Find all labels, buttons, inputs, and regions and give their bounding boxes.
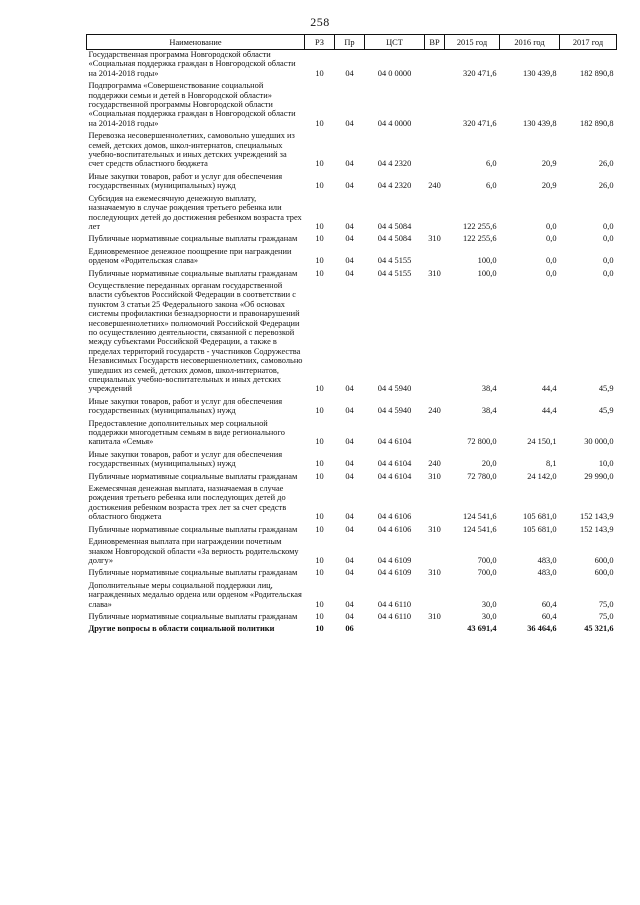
cell-2017: 75,0 <box>598 599 614 609</box>
cell-rz: 10 <box>315 512 324 522</box>
cell-rz: 10 <box>315 459 324 469</box>
table-header <box>87 35 617 50</box>
cell-2017: 75,0 <box>598 611 614 621</box>
cell-cst: 04 4 5084 <box>377 234 412 244</box>
cell-2015: 30,0 <box>481 611 497 621</box>
table-row <box>87 50 617 82</box>
cell-2016: 105 681,0 <box>523 524 557 534</box>
cell-pr: 04 <box>345 221 354 231</box>
cell-vr: 240 <box>428 406 441 416</box>
cell-cst: 04 4 6106 <box>377 524 412 534</box>
cell-vr: 310 <box>428 611 441 621</box>
cell-vr <box>425 131 445 172</box>
cell-name: Подпрограмма «Совершенствование социальной поддержки семьи и детей в Новгородской области» государственной программы Новгородской области «Социальная поддержка граждан в Новгородской области на 2014-2018 годы» <box>88 81 296 128</box>
table-row <box>87 472 617 484</box>
cell-vr <box>425 624 445 636</box>
cell-2015: 72 800,0 <box>467 437 497 447</box>
cell-vr <box>425 50 445 82</box>
cell-2016: 0,0 <box>546 256 557 266</box>
cell-2017: 152 143,9 <box>580 524 614 534</box>
table-row <box>87 581 617 612</box>
cell-2017: 0,0 <box>603 221 614 231</box>
header-2017: 2017 год <box>560 35 617 50</box>
cell-pr: 04 <box>345 234 354 244</box>
cell-pr: 04 <box>345 599 354 609</box>
header-row <box>87 35 617 50</box>
cell-name: Дополнительные меры социальной поддержки лиц, награжденных медалью ордена или орденом «Родительская слава» <box>88 580 302 609</box>
cell-cst: 04 4 6104 <box>377 437 412 447</box>
cell-2015: 38,4 <box>481 384 497 394</box>
cell-2016: 24 142,0 <box>527 471 557 481</box>
cell-2015: 320 471,6 <box>463 118 497 128</box>
table-row <box>87 81 617 131</box>
cell-2015: 124 541,6 <box>463 512 497 522</box>
table-row <box>87 194 617 235</box>
cell-vr: 240 <box>428 181 441 191</box>
budget-table <box>86 34 617 637</box>
cell-rz: 10 <box>315 555 324 565</box>
cell-vr <box>425 194 445 235</box>
cell-2015: 43 691,4 <box>467 624 497 634</box>
cell-vr: 310 <box>428 268 441 278</box>
cell-2016: 60,4 <box>541 599 557 609</box>
cell-2015: 72 780,0 <box>467 471 497 481</box>
cell-2017: 0,0 <box>603 268 614 278</box>
cell-2017: 600,0 <box>594 568 614 578</box>
cell-cst: 04 4 6104 <box>377 471 412 481</box>
cell-vr <box>425 537 445 568</box>
cell-cst: 04 4 6109 <box>377 568 412 578</box>
cell-name: Субсидия на ежемесячную денежную выплату, назначаемую в случае рождения третьего ребенка или последующих детей до достижения ребенком возраста трех лет <box>88 193 302 231</box>
cell-2017: 45,9 <box>598 384 614 394</box>
cell-2015: 124 541,6 <box>463 524 497 534</box>
cell-2017: 45 321,6 <box>584 624 614 634</box>
cell-name: Ежемесячная денежная выплата, назначаемая в случае рождения третьего ребенка или последующих детей до достижения ребенком возраста трех лет за счет средств областного бюджета <box>88 484 287 522</box>
cell-rz: 10 <box>315 524 324 534</box>
cell-2015: 6,0 <box>486 159 497 169</box>
cell-2017: 182 890,8 <box>580 118 614 128</box>
cell-name: Единовременное денежное поощрение при награждении орденом «Родительская слава» <box>88 246 292 266</box>
cell-2017: 600,0 <box>594 555 614 565</box>
cell-rz: 10 <box>315 406 324 416</box>
cell-2016: 44,4 <box>541 384 557 394</box>
cell-2017: 29 990,0 <box>584 471 614 481</box>
cell-rz: 10 <box>315 437 324 447</box>
cell-2017: 10,0 <box>598 459 614 469</box>
cell-rz: 10 <box>315 181 324 191</box>
cell-name: Публичные нормативные социальные выплаты гражданам <box>88 471 298 481</box>
header-2015: 2015 год <box>445 35 500 50</box>
cell-2015: 38,4 <box>481 406 497 416</box>
cell-vr <box>425 281 445 397</box>
cell-name: Публичные нормативные социальные выплаты гражданам <box>88 268 298 278</box>
cell-name: Перевозка несовершеннолетних, самовольно ушедших из семей, детских домов, школ-интернатов, специальных учебно-воспитательных и иных детских учреждений за счет средств областного бюджета <box>88 131 295 169</box>
cell-pr: 04 <box>345 406 354 416</box>
table-row <box>87 247 617 269</box>
cell-2016: 483,0 <box>537 555 557 565</box>
cell-2016: 36 464,6 <box>527 624 557 634</box>
cell-vr <box>425 81 445 131</box>
cell-pr: 04 <box>345 512 354 522</box>
header-cst: ЦСТ <box>365 35 425 50</box>
cell-name: Иные закупки товаров, работ и услуг для обеспечения государственных (муниципальных) нужд <box>88 449 283 469</box>
cell-pr: 04 <box>345 555 354 565</box>
cell-rz: 10 <box>315 611 324 621</box>
table-row <box>87 537 617 568</box>
cell-pr: 04 <box>345 256 354 266</box>
cell-pr: 04 <box>345 384 354 394</box>
cell-2017: 26,0 <box>598 181 614 191</box>
cell-2017: 152 143,9 <box>580 512 614 522</box>
header-pr: Пр <box>335 35 365 50</box>
cell-pr: 04 <box>345 68 354 78</box>
cell-rz: 10 <box>315 624 324 634</box>
cell-vr: 310 <box>428 524 441 534</box>
cell-cst: 04 4 6110 <box>377 611 412 621</box>
cell-cst: 04 0 0000 <box>377 68 412 78</box>
cell-cst: 04 4 5155 <box>377 256 412 266</box>
cell-2016: 0,0 <box>546 234 557 244</box>
cell-vr: 310 <box>428 471 441 481</box>
cell-2016: 483,0 <box>537 568 557 578</box>
cell-vr <box>425 247 445 269</box>
table-row <box>87 612 617 624</box>
cell-2016: 24 150,1 <box>527 437 557 447</box>
cell-2015: 100,0 <box>477 268 497 278</box>
table-row <box>87 397 617 419</box>
cell-name: Государственная программа Новгородской области «Социальная поддержка граждан в Новгородской области на 2014-2018 годы» <box>88 50 296 78</box>
table-row <box>87 568 617 580</box>
cell-vr: 310 <box>428 234 441 244</box>
cell-2016: 8,1 <box>546 459 557 469</box>
cell-2015: 6,0 <box>486 181 497 191</box>
cell-2015: 100,0 <box>477 256 497 266</box>
table-row <box>87 450 617 472</box>
cell-name: Осуществление переданных органам государственной власти субъектов Российской Федерации в соответствии с пунктом 3 статьи 25 Федерального закона «Об основах системы профилактики безнадзорности и правонарушений несовершеннолетних» полномочий Российской Федерации по осуществлению деятельности, связанной с перевозкой между субъектами Российской Федерации, а также в пределах территорий государств - участников Содружества Независимых Государств несовершеннолетних, самовольно ушедших из семей, детских домов, школ-интернатов, специальных учебно-воспитательных и иных детских учреждений <box>88 280 303 394</box>
cell-cst: 04 4 6106 <box>377 512 412 522</box>
cell-cst: 04 4 6109 <box>377 555 412 565</box>
table-row <box>87 624 617 636</box>
cell-cst: 04 4 6110 <box>377 599 412 609</box>
cell-cst: 04 4 0000 <box>377 118 412 128</box>
cell-rz: 10 <box>315 118 324 128</box>
cell-pr: 04 <box>345 159 354 169</box>
cell-pr: 04 <box>345 611 354 621</box>
cell-2016: 0,0 <box>546 221 557 231</box>
cell-2017: 0,0 <box>603 234 614 244</box>
table-row <box>87 269 617 281</box>
cell-rz: 10 <box>315 384 324 394</box>
cell-2016: 44,4 <box>541 406 557 416</box>
table-row <box>87 131 617 172</box>
cell-cst <box>365 624 425 636</box>
cell-vr: 310 <box>428 568 441 578</box>
cell-name: Иные закупки товаров, работ и услуг для обеспечения государственных (муниципальных) нужд <box>88 396 283 416</box>
cell-2015: 320 471,6 <box>463 68 497 78</box>
cell-2017: 26,0 <box>598 159 614 169</box>
cell-2015: 700,0 <box>477 568 497 578</box>
cell-2017: 45,9 <box>598 406 614 416</box>
cell-name: Публичные нормативные социальные выплаты гражданам <box>88 524 298 534</box>
cell-2015: 700,0 <box>477 555 497 565</box>
table-row <box>87 525 617 537</box>
cell-name: Публичные нормативные социальные выплаты гражданам <box>88 611 298 621</box>
cell-2016: 20,9 <box>541 181 557 191</box>
page-number: 258 <box>310 15 330 29</box>
cell-rz: 10 <box>315 268 324 278</box>
table-row <box>87 172 617 194</box>
cell-rz: 10 <box>315 568 324 578</box>
cell-2015: 20,0 <box>481 459 497 469</box>
cell-name: Публичные нормативные социальные выплаты гражданам <box>88 568 298 578</box>
table-row <box>87 234 617 246</box>
cell-2017: 30 000,0 <box>584 437 614 447</box>
table-body <box>87 50 617 637</box>
cell-rz: 10 <box>315 599 324 609</box>
cell-rz: 10 <box>315 221 324 231</box>
cell-rz: 10 <box>315 256 324 266</box>
table-row <box>87 281 617 397</box>
cell-cst: 04 4 6104 <box>377 459 412 469</box>
cell-pr: 04 <box>345 471 354 481</box>
cell-name: Иные закупки товаров, работ и услуг для обеспечения государственных (муниципальных) нужд <box>88 171 283 191</box>
cell-pr: 04 <box>345 459 354 469</box>
cell-rz: 10 <box>315 159 324 169</box>
header-rz: РЗ <box>305 35 335 50</box>
cell-cst: 04 4 5940 <box>377 406 412 416</box>
cell-pr: 04 <box>345 268 354 278</box>
cell-cst: 04 4 2320 <box>377 159 412 169</box>
cell-2015: 122 255,6 <box>463 234 497 244</box>
cell-vr <box>425 419 445 450</box>
cell-name: Единовременная выплата при награждении почетным знаком Новгородской области «За верность родительскому долгу» <box>88 537 299 565</box>
cell-cst: 04 4 5940 <box>377 384 412 394</box>
cell-2017: 182 890,8 <box>580 68 614 78</box>
cell-vr <box>425 484 445 525</box>
cell-pr: 04 <box>345 118 354 128</box>
cell-2016: 0,0 <box>546 268 557 278</box>
header-name: Наименование <box>87 35 305 50</box>
cell-2016: 60,4 <box>541 611 557 621</box>
header-2016: 2016 год <box>500 35 560 50</box>
cell-2016: 130 439,8 <box>523 118 557 128</box>
budget-table-container <box>86 34 616 637</box>
table-row <box>87 419 617 450</box>
cell-pr: 06 <box>345 624 354 634</box>
cell-2017: 0,0 <box>603 256 614 266</box>
cell-2016: 20,9 <box>541 159 557 169</box>
cell-rz: 10 <box>315 471 324 481</box>
cell-rz: 10 <box>315 68 324 78</box>
cell-pr: 04 <box>345 568 354 578</box>
cell-name: Другие вопросы в области социальной политики <box>88 624 275 634</box>
cell-2015: 122 255,6 <box>463 221 497 231</box>
cell-2016: 130 439,8 <box>523 68 557 78</box>
cell-vr <box>425 581 445 612</box>
cell-name: Публичные нормативные социальные выплаты гражданам <box>88 234 298 244</box>
cell-pr: 04 <box>345 437 354 447</box>
cell-2015: 30,0 <box>481 599 497 609</box>
cell-cst: 04 4 2320 <box>377 181 412 191</box>
cell-rz: 10 <box>315 234 324 244</box>
cell-cst: 04 4 5155 <box>377 268 412 278</box>
cell-2016: 105 681,0 <box>523 512 557 522</box>
table-row <box>87 484 617 525</box>
header-vr: ВР <box>425 35 445 50</box>
cell-name: Предоставление дополнительных мер социальной поддержки многодетным семьям в виде регионального капитала «Семья» <box>88 418 285 447</box>
cell-pr: 04 <box>345 524 354 534</box>
cell-pr: 04 <box>345 181 354 191</box>
cell-vr: 240 <box>428 459 441 469</box>
cell-cst: 04 4 5084 <box>377 221 412 231</box>
